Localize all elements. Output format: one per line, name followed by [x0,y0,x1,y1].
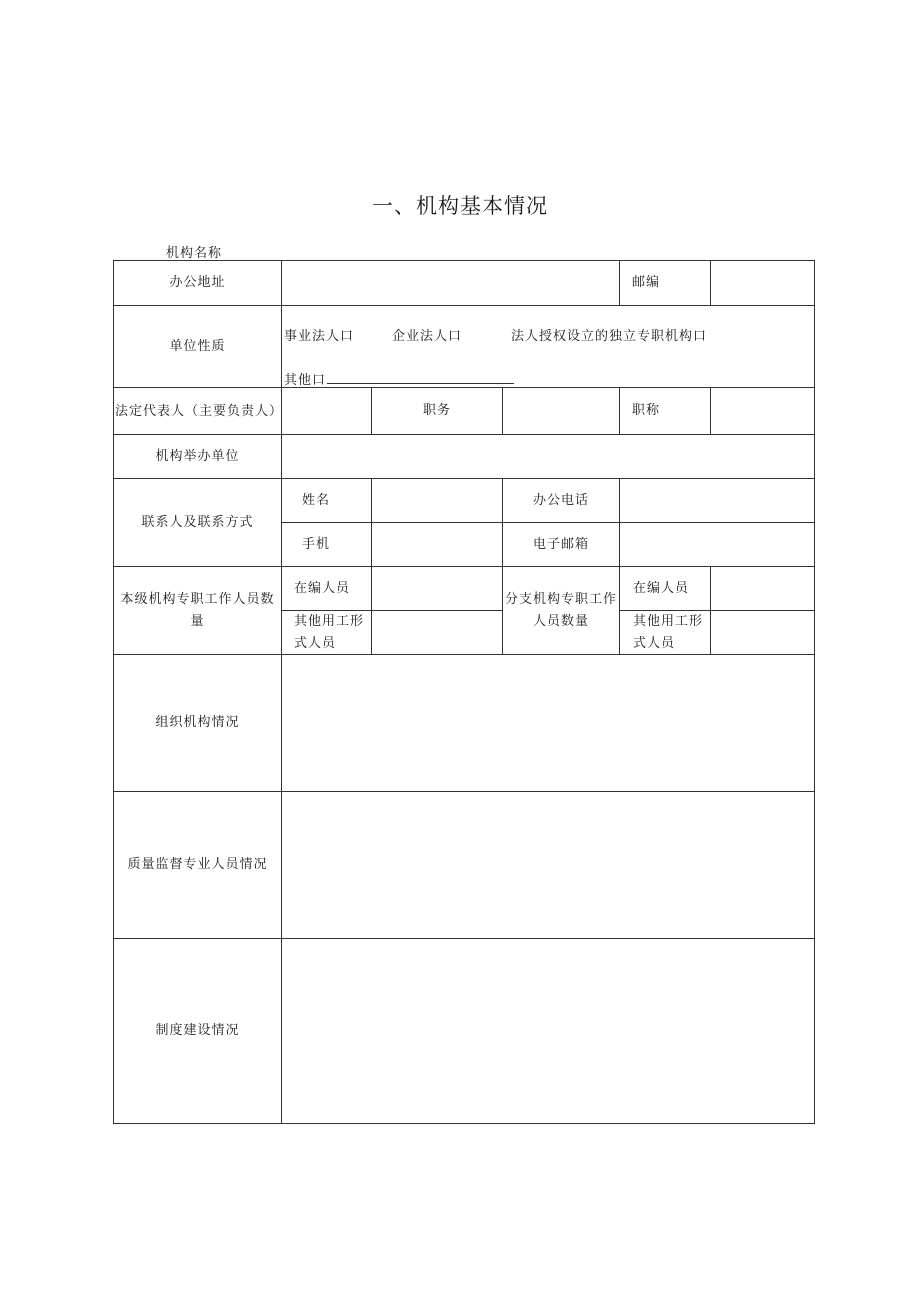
local-other-forms-field[interactable] [372,611,502,654]
org-structure-label: 组织机构情况 [155,715,240,730]
contact-name-label: 姓名 [302,492,331,508]
local-other-forms-label: 其他用工形式人员 [294,613,365,651]
sponsor-field[interactable] [282,435,814,478]
unit-nature-label: 单位性质 [169,338,226,354]
postcode-label: 邮编 [632,275,661,290]
legal-rep-field[interactable] [282,388,371,434]
local-on-staff-field[interactable] [372,567,502,610]
sponsor-label: 机构举办单位 [155,448,240,464]
system-building-label: 制度建设情况 [155,1023,240,1038]
contact-label: 联系人及联系方式 [141,514,254,530]
branch-on-staff-label: 在编人员 [633,580,690,596]
institution-name-label: 机构名称 [166,246,223,261]
quality-staff-field[interactable] [282,792,814,938]
branch-staff-label: 分支机构专职工作人员数量 [505,591,618,629]
org-structure-field[interactable] [282,655,814,791]
legal-rep-label: 法定代表人（主要负责人） [115,403,284,419]
unit-nature-option-public[interactable]: 事业法人口 [284,329,355,344]
system-building-field[interactable] [282,939,814,1123]
address-field[interactable] [282,261,619,305]
local-on-staff-label: 在编人员 [294,580,351,596]
contact-name-field[interactable] [372,479,502,522]
page-title: 一、机构基本情况 [372,194,548,218]
mobile-field[interactable] [372,523,502,566]
unit-nature-option-enterprise[interactable]: 企业法人口 [392,329,463,344]
branch-on-staff-field[interactable] [711,567,814,610]
local-staff-label: 本级机构专职工作人员数量 [120,591,275,629]
position-field[interactable] [503,388,619,434]
other-underline[interactable] [327,383,514,384]
branch-other-forms-label: 其他用工形式人员 [633,613,704,651]
office-phone-field[interactable] [620,479,814,522]
quality-staff-label: 质量监督专业人员情况 [127,857,268,872]
mobile-label: 手机 [302,536,331,552]
branch-other-forms-field[interactable] [711,611,814,654]
address-label: 办公地址 [169,275,226,290]
office-phone-label: 办公电话 [532,492,589,508]
postcode-field[interactable] [711,261,814,305]
unit-nature-option-other[interactable]: 其他口 [284,373,327,388]
email-field[interactable] [620,523,814,566]
position-label: 职务 [422,403,451,418]
unit-nature-option-authorized[interactable]: 法人授权设立的独立专职机构口 [511,329,708,344]
professional-title-label: 职称 [632,403,661,418]
email-label: 电子邮箱 [532,536,589,552]
professional-title-field[interactable] [711,388,814,434]
